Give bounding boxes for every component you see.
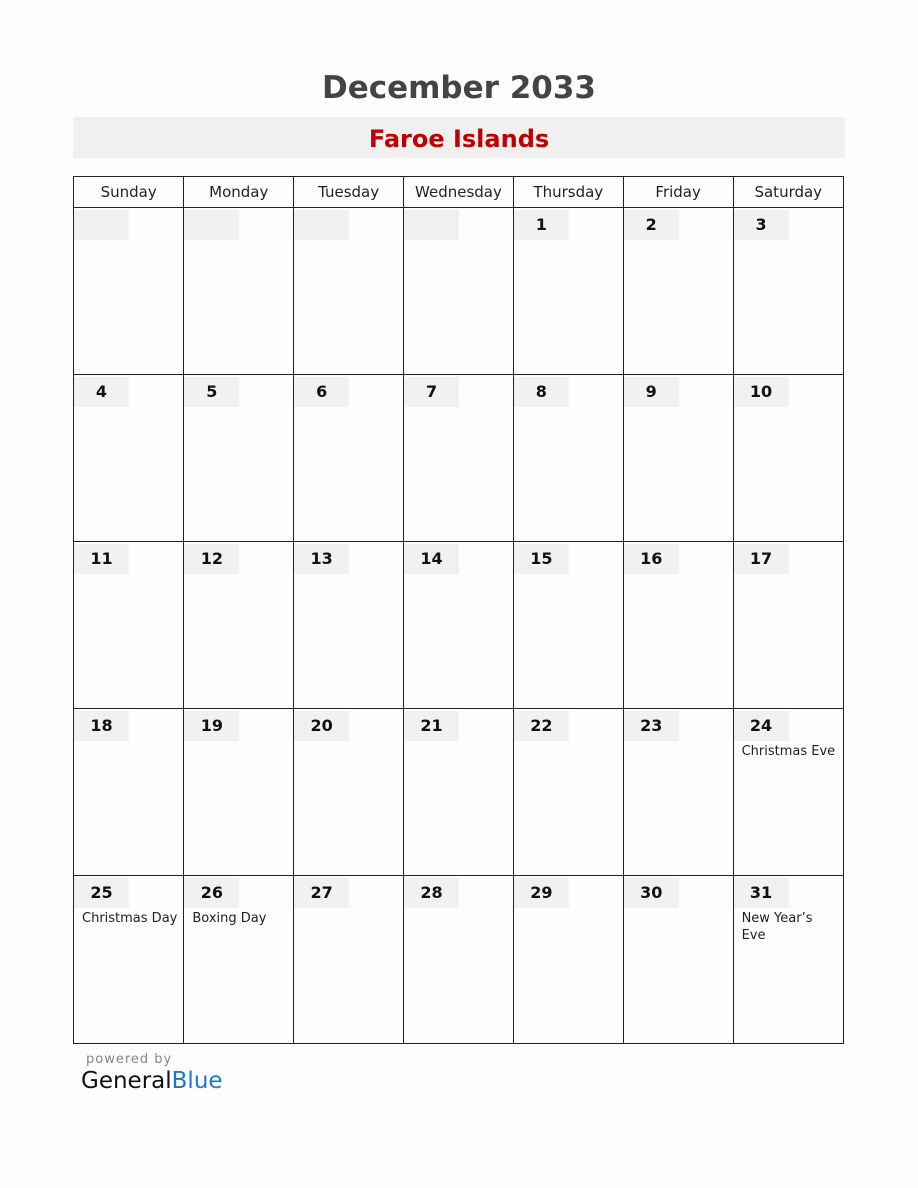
- day-cell[interactable]: [513, 709, 623, 876]
- day-cell[interactable]: [513, 542, 623, 709]
- day-number-box: [624, 544, 679, 574]
- day-number-box: [404, 711, 459, 741]
- day-cell[interactable]: [184, 709, 294, 876]
- day-number-box: [624, 210, 679, 240]
- day-number-box: [404, 878, 459, 908]
- holiday-label: New Year’s Eve: [741, 911, 813, 944]
- powered-by-text: powered by: [86, 1052, 173, 1067]
- day-number: 15: [530, 549, 553, 569]
- day-number-box: [734, 878, 789, 908]
- day-number-box: [734, 544, 789, 574]
- day-cell[interactable]: [404, 709, 514, 876]
- day-number-box: [734, 377, 789, 407]
- day-number-box: [514, 878, 569, 908]
- day-number-box: [74, 878, 129, 908]
- day-number-box: [184, 711, 239, 741]
- weekday-friday: Friday: [623, 177, 733, 208]
- day-number: 16: [640, 549, 663, 569]
- weekday-header-row: [74, 177, 843, 208]
- day-cell[interactable]: [404, 208, 514, 375]
- day-cell[interactable]: [733, 542, 843, 709]
- day-cell[interactable]: [184, 208, 294, 375]
- subtitle-bar: [73, 117, 845, 158]
- week-row: [74, 709, 843, 876]
- day-number: 6: [316, 382, 328, 402]
- day-number-box: [74, 711, 129, 741]
- day-cell[interactable]: [184, 542, 294, 709]
- day-number: 21: [420, 716, 443, 736]
- day-number-box: [624, 878, 679, 908]
- day-cell[interactable]: [294, 542, 404, 709]
- day-cell[interactable]: [74, 876, 184, 1043]
- weekday-saturday: Saturday: [733, 177, 843, 208]
- day-cell[interactable]: [623, 709, 733, 876]
- day-cell[interactable]: [404, 375, 514, 542]
- weekday-sunday: Sunday: [74, 177, 184, 208]
- day-cell[interactable]: [74, 709, 184, 876]
- day-number: 26: [200, 883, 223, 903]
- calendar-grid: [73, 176, 844, 1044]
- weekday-wednesday: Wednesday: [404, 177, 514, 208]
- day-number: 3: [755, 215, 767, 234]
- day-number-box: [294, 377, 349, 407]
- weekday-thursday: Thursday: [513, 177, 623, 208]
- day-cell[interactable]: [294, 375, 404, 542]
- day-number-box: [624, 377, 679, 407]
- day-cell[interactable]: [74, 375, 184, 542]
- day-number-box: [294, 544, 349, 574]
- day-number: 13: [310, 549, 333, 569]
- day-number-box: [734, 210, 789, 240]
- day-cell[interactable]: [623, 375, 733, 542]
- day-number: 20: [310, 716, 333, 736]
- day-cell[interactable]: [513, 375, 623, 542]
- day-number-box: [74, 377, 129, 407]
- day-number-box: [734, 711, 789, 741]
- day-cell[interactable]: [294, 208, 404, 375]
- day-number: 22: [530, 716, 553, 736]
- day-number: 9: [645, 382, 657, 402]
- day-number: 25: [90, 883, 113, 903]
- logo-text-general: General: [81, 1068, 172, 1094]
- day-cell[interactable]: [623, 208, 733, 375]
- day-number: 14: [420, 549, 443, 569]
- week-row: [74, 876, 843, 1043]
- day-number-box: [74, 544, 129, 574]
- day-number: 4: [95, 382, 108, 402]
- day-cell[interactable]: [294, 876, 404, 1043]
- day-number: 11: [90, 549, 113, 569]
- day-cell[interactable]: [733, 208, 843, 375]
- day-cell[interactable]: [733, 876, 843, 1043]
- day-number: 27: [310, 883, 333, 903]
- day-cell[interactable]: [733, 375, 843, 542]
- day-number-box: [294, 711, 349, 741]
- calendar-table: [74, 177, 843, 1043]
- day-cell[interactable]: [404, 542, 514, 709]
- day-cell[interactable]: [623, 542, 733, 709]
- day-number: 1: [535, 215, 547, 234]
- country-subtitle: Faroe Islands: [368, 125, 550, 153]
- day-number-box: [294, 210, 349, 240]
- week-row: [74, 208, 843, 375]
- weekday-monday: Monday: [184, 177, 294, 208]
- day-cell[interactable]: [513, 208, 623, 375]
- day-number-box: [404, 210, 459, 240]
- generalblue-logo[interactable]: [81, 1068, 223, 1094]
- day-cell[interactable]: [184, 876, 294, 1043]
- day-number: 19: [200, 716, 223, 736]
- day-cell[interactable]: [184, 375, 294, 542]
- day-number: 24: [749, 716, 773, 736]
- day-number-box: [404, 377, 459, 407]
- holiday-label: Christmas Day: [82, 911, 178, 927]
- day-number: 7: [425, 382, 438, 402]
- day-number: 12: [200, 549, 223, 569]
- day-number: 28: [420, 883, 443, 903]
- day-number: 18: [90, 716, 113, 736]
- day-number-box: [624, 711, 679, 741]
- day-number-box: [404, 544, 459, 574]
- day-number-box: [184, 544, 239, 574]
- day-cell[interactable]: [404, 876, 514, 1043]
- day-number: 8: [535, 382, 547, 402]
- weekday-tuesday: Tuesday: [294, 177, 404, 208]
- day-number: 17: [749, 549, 773, 569]
- page-title: December 2033: [321, 70, 597, 106]
- day-number: 30: [640, 883, 663, 903]
- day-cell[interactable]: [513, 876, 623, 1043]
- day-number: 23: [640, 716, 663, 736]
- day-number-box: [294, 878, 349, 908]
- day-cell[interactable]: [74, 542, 184, 709]
- day-cell[interactable]: [733, 709, 843, 876]
- holiday-label: Christmas Eve: [741, 744, 836, 760]
- logo-text-blue: Blue: [171, 1068, 223, 1094]
- day-number: 31: [749, 883, 773, 903]
- week-row: [74, 375, 843, 542]
- day-number-box: [184, 377, 239, 407]
- day-number-box: [514, 210, 569, 240]
- day-cell[interactable]: [74, 208, 184, 375]
- day-number-box: [514, 544, 569, 574]
- day-number: 29: [530, 883, 553, 903]
- day-number: 10: [749, 382, 773, 402]
- day-number-box: [74, 210, 129, 240]
- day-number: 2: [645, 215, 657, 234]
- day-number-box: [184, 210, 239, 240]
- day-number: 5: [206, 382, 218, 402]
- day-cell[interactable]: [623, 876, 733, 1043]
- day-number-box: [184, 878, 239, 908]
- week-row: [74, 542, 843, 709]
- holiday-label: Boxing Day: [192, 911, 267, 927]
- day-number-box: [514, 711, 569, 741]
- day-number-box: [514, 377, 569, 407]
- day-cell[interactable]: [294, 709, 404, 876]
